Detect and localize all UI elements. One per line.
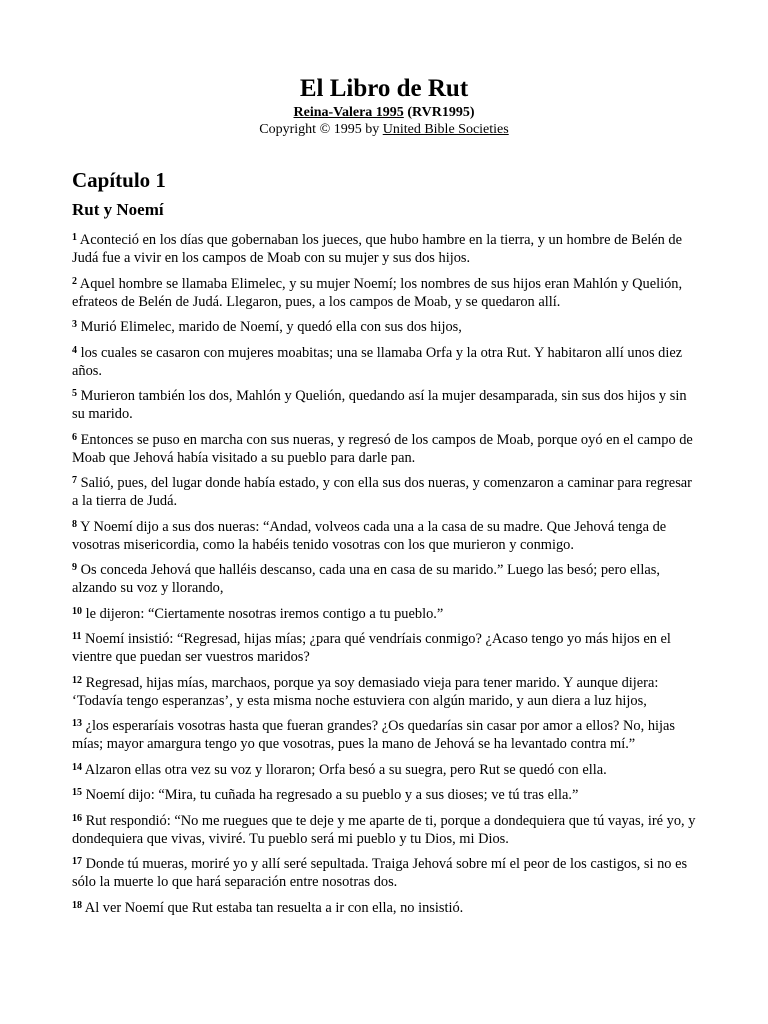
- verse-text: los cuales se casaron con mujeres moabitas; una se llamaba Orfa y la otra Rut. Y habitaron allí unos diez años.: [72, 344, 683, 379]
- verse-number: 8: [72, 518, 77, 530]
- verse-number: 14: [72, 761, 82, 773]
- section-title: Rut y Noemí: [72, 200, 164, 219]
- verse: [72, 474, 696, 510]
- chapter-title: Capítulo 1: [72, 168, 166, 192]
- version-link[interactable]: Reina-Valera 1995: [293, 105, 404, 120]
- verse-list: [72, 231, 696, 917]
- verse: [72, 855, 696, 891]
- verse-number: 2: [72, 275, 77, 287]
- verse-number: 12: [72, 674, 82, 686]
- verse-number: 11: [72, 631, 82, 642]
- verse: [72, 431, 696, 467]
- verse-text: Murió Elimelec, marido de Noemí, y quedó ella con sus dos hijos,: [77, 319, 462, 335]
- verse-number: 15: [72, 787, 82, 798]
- verse-text: Entonces se puso en marcha con sus nueras, y regresó de los campos de Moab, porque oyó en el campo de Moab que Jehová había visitado a su pueblo para darle pan.: [72, 431, 693, 466]
- verse-text: Os conceda Jehová que halléis descanso, cada una en casa de su marido.” Luego las besó; pero ellas, alzando su voz y llorando,: [72, 562, 661, 596]
- verse: [72, 344, 696, 380]
- verse-number: 6: [72, 431, 77, 443]
- verse-text: Donde tú mueras, moriré yo y allí seré sepultada. Traiga Jehová sobre mí el peor de los castigos, si no es sólo la muerte lo que hará separación entre nosotras dos.: [72, 856, 688, 890]
- title-block: [72, 74, 696, 139]
- verse: [72, 318, 696, 336]
- verse: [72, 812, 696, 848]
- verse-text: Noemí insistió: “Regresad, hijas mías; ¿para qué vendríais conmigo? ¿Acaso tengo yo más hijos en el vientre que puedan ser vuestros maridos?: [72, 631, 671, 665]
- verse: [72, 786, 696, 804]
- verse-text: Noemí dijo: “Mira, tu cuñada ha regresado a su pueblo y a sus dioses; ve tú tras ella.”: [82, 787, 579, 803]
- verse-number: 3: [72, 319, 77, 330]
- verse-text: ¿los esperaríais vosotras hasta que fueran grandes? ¿Os quedarías sin casar por amor a ellos? No, hijas mías; mayor amargura tengo yo que vosotras, pues la mano de Jehová se ha levantado contra mí.”: [72, 718, 676, 752]
- verse-number: 9: [72, 562, 77, 573]
- verse-text: Murieron también los dos, Mahlón y Quelión, quedando así la mujer desamparada, sin sus dos hijos y sin su marido.: [72, 388, 687, 422]
- verse-text: Alzaron ellas otra vez su voz y lloraron; Orfa besó a su suegra, pero Rut se quedó con ella.: [82, 761, 607, 778]
- verse: [72, 275, 696, 311]
- verse-text: Regresad, hijas mías, marchaos, porque ya soy demasiado vieja para tener marido. Y aunque dijera: ‘Todavía tengo esperanzas’, y esta misma noche estuviera con algún marido, y aun diera a luz hijos,: [72, 674, 659, 709]
- copyright-prefix: Copyright © 1995 by: [259, 122, 383, 137]
- verse: [72, 387, 696, 423]
- verse: [72, 761, 696, 779]
- verse-number: 18: [72, 899, 82, 911]
- verse-text: Y Noemí dijo a sus dos nueras: “Andad, volveos cada una a la casa de su madre. Que Jehová tenga de vosotras misericordia, como la habéis tenido vosotras con los que murieron y conmigo.: [72, 518, 667, 553]
- verse: [72, 899, 696, 917]
- verse-text: le dijeron: “Ciertamente nosotras iremos contigo a tu pueblo.”: [82, 605, 444, 622]
- verse-number: 10: [72, 605, 82, 617]
- verse-number: 16: [72, 812, 82, 824]
- verse: [72, 630, 696, 666]
- verse: [72, 561, 696, 597]
- verse-text: Aquel hombre se llamaba Elimelec, y su mujer Noemí; los nombres de sus hijos eran Mahlón y Quelión, efrateos de Belén de Judá. Llegaron, pues, a los campos de Moab, y se quedaron allí.: [72, 275, 683, 310]
- verse-text: Aconteció en los días que gobernaban los jueces, que hubo hambre en la tierra, y un hombre de Belén de Judá fue a vivir en los campos de Moab con su mujer y sus dos hijos.: [72, 232, 683, 266]
- verse-text: Rut respondió: “No me ruegues que te deje y me aparte de ti, porque a dondequiera que tú vayas, iré yo, y dondequiera que vivas, viviré. Tu pueblo será mi pueblo y tu Dios, mi Dios.: [72, 812, 696, 847]
- verse-number: 5: [72, 388, 77, 399]
- publisher-link[interactable]: United Bible Societies: [382, 122, 509, 137]
- verse: [72, 674, 696, 710]
- version-code: (RVR1995): [403, 105, 475, 120]
- verse-number: 17: [72, 856, 82, 867]
- verse-number: 7: [72, 475, 77, 486]
- verse: [72, 231, 696, 267]
- verse-text: Salió, pues, del lugar donde había estado, y con ella sus dos nueras, y comenzaron a caminar para regresar a la tierra de Judá.: [72, 475, 692, 509]
- verse-text: Al ver Noemí que Rut estaba tan resuelta a ir con ella, no insistió.: [82, 899, 464, 916]
- version-line: [72, 104, 696, 121]
- verse-number: 4: [72, 344, 77, 356]
- verse: [72, 605, 696, 623]
- verse-number: 13: [72, 718, 82, 729]
- verse: [72, 518, 696, 554]
- copyright-line: [72, 121, 696, 139]
- book-title: El Libro de Rut: [299, 75, 469, 102]
- verse-number: 1: [72, 232, 77, 243]
- verse: [72, 717, 696, 753]
